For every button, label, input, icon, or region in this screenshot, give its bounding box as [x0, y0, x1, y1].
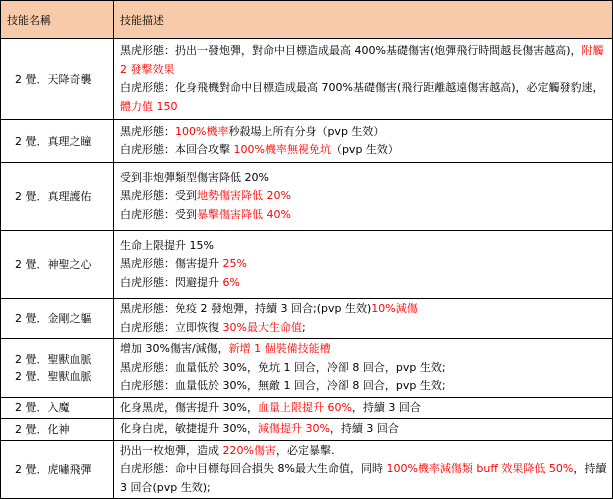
description-line	[120, 79, 608, 116]
description-text: ;	[301, 320, 306, 334]
highlighted-text: 體力值 150	[120, 99, 178, 113]
skill-name: 2 覺．化神	[15, 422, 70, 436]
description-line	[120, 255, 608, 274]
description-line	[120, 237, 608, 256]
description-text: 受到非炮彈類型傷害降低 20%	[120, 170, 269, 184]
description-line	[120, 169, 608, 188]
description-line	[120, 42, 608, 79]
highlighted-text: 100%機率	[175, 124, 229, 138]
description-text: ，持續 3 回合(pvp 生效);	[120, 462, 607, 494]
table-row	[1, 419, 613, 441]
highlighted-text: 血量上限提升 60%	[257, 400, 352, 414]
description-line	[120, 187, 608, 206]
description-text: 化身白虎，敏捷提升 30%，	[120, 422, 258, 435]
highlighted-text: 10%減傷	[371, 302, 418, 315]
skill-description-cell	[114, 299, 613, 339]
skill-name: 2 覺．聖獸血脈	[15, 369, 92, 383]
highlighted-text: 220%傷害	[222, 443, 276, 457]
description-text: ，持續 3 回合	[351, 400, 421, 414]
highlighted-text: 6%	[222, 275, 240, 289]
description-line	[120, 141, 608, 160]
skill-name: 2 覺．聖獸血脈	[15, 352, 92, 366]
skill-description-cell	[114, 231, 613, 299]
skill-name-cell	[1, 339, 114, 398]
description-line	[120, 123, 608, 142]
description-line	[120, 300, 608, 319]
skill-name: 2 覺．入魔	[15, 401, 70, 415]
skill-description-cell	[114, 440, 613, 499]
description-line	[120, 377, 608, 396]
header-skill-name: 技能名稱	[1, 1, 114, 39]
skill-name-cell	[1, 397, 114, 419]
description-line	[120, 442, 608, 461]
skill-name-cell	[1, 163, 114, 231]
description-text: 白虎形態：命中目標每回合損失 8%最大生命值，同時	[120, 462, 387, 475]
skill-name-cell	[1, 39, 114, 120]
highlighted-text: 25%	[222, 257, 247, 271]
table-row	[1, 440, 613, 499]
description-text: 扔出一枚炮彈，造成	[120, 443, 223, 457]
description-text: 增加 30%傷害/減傷，	[120, 342, 229, 355]
table-row	[1, 163, 613, 231]
highlighted-text: 地勢傷害降低 20%	[197, 189, 291, 203]
highlighted-text: 30%最大生命值	[222, 320, 302, 334]
description-text: ，必定暴擊.	[275, 443, 335, 457]
skill-name-cell	[1, 120, 114, 163]
highlighted-text: 100%機率無視免坑	[233, 143, 331, 156]
description-text: 白虎形態：閃避提升	[120, 275, 223, 289]
description-line	[120, 420, 608, 439]
skill-description-cell	[114, 339, 613, 398]
description-text: 生命上限提升 15%	[120, 238, 214, 252]
skill-name-cell	[1, 419, 114, 441]
description-line	[120, 359, 608, 378]
description-text: 白虎形態：化身飛機對命中目標造成最高 700%基礎傷害(飛行距離越遠傷害越高)，必定觸發豹速，	[120, 81, 604, 94]
description-line	[120, 399, 608, 418]
description-text: 白虎形態：本回合攻擊	[120, 143, 234, 156]
highlighted-text: 100%機率減傷類 buff 效果降低 50%	[386, 462, 574, 475]
description-line	[120, 319, 608, 338]
description-line	[120, 274, 608, 293]
description-text: 白虎形態：立即恢復	[120, 320, 223, 334]
table-row	[1, 120, 613, 163]
highlighted-text: 附觸 2 發擊效果	[120, 44, 604, 76]
skill-name: 2 覺．虎嘯飛彈	[15, 462, 92, 476]
description-text: 白虎形態：受到	[120, 207, 197, 221]
description-text: 黑虎形態：受到	[120, 189, 197, 203]
skill-name: 2 覺．金剛之軀	[15, 312, 92, 325]
description-text: 化身黑虎，傷害提升 30%，	[120, 400, 258, 414]
skill-name-cell	[1, 299, 114, 339]
skill-description-cell	[114, 397, 613, 419]
skill-description-cell	[114, 163, 613, 231]
description-text: 黑虎形態：傷害提升	[120, 257, 223, 271]
highlighted-text: 新增 1 個裝備技能槽	[228, 342, 331, 355]
header-row	[1, 1, 613, 39]
description-text: 白虎形態：血量低於 30%，無敵 1 回合，冷卻 8 回合，pvp 生效;	[120, 379, 446, 392]
header-skill-description: 技能描述	[114, 1, 613, 39]
table-row	[1, 231, 613, 299]
skill-name-cell	[1, 231, 114, 299]
skill-description-cell	[114, 419, 613, 441]
skill-name-cell	[1, 440, 114, 499]
description-line	[120, 340, 608, 359]
skill-description-cell	[114, 39, 613, 120]
table-row	[1, 339, 613, 398]
description-text: 黑虎形態：扔出一發炮彈，對命中目標造成最高 400%基礎傷害(炮彈飛行時間越長傷害越高)，	[120, 44, 582, 57]
skill-name: 2 覺．神聖之心	[15, 258, 92, 271]
skill-name: 2 覺．真理護佑	[15, 190, 92, 203]
description-text: 黑虎形態：血量低於 30%，免坑 1 回合，冷卻 8 回合，pvp 生效;	[120, 360, 446, 374]
skill-rows	[1, 39, 613, 499]
skill-name: 2 覺．真理之瞳	[15, 134, 92, 148]
description-line	[120, 206, 608, 225]
skill-name: 2 覺．天降奇襲	[15, 72, 92, 86]
highlighted-text: 暴擊傷害降低 40%	[197, 207, 291, 221]
table-row	[1, 397, 613, 419]
description-text: （pvp 生效）	[330, 143, 399, 156]
skill-description-cell	[114, 120, 613, 163]
description-text: 黑虎形態：	[120, 124, 175, 138]
table-row	[1, 299, 613, 339]
highlighted-text: 減傷提升 30%	[257, 422, 330, 435]
description-text: ，持續 3 回合	[329, 422, 399, 435]
description-text: 秒殺場上所有分身（pvp 生效）	[228, 124, 385, 138]
description-line	[120, 460, 608, 497]
table-row	[1, 39, 613, 120]
description-text: 黑虎形態：免疫 2 發炮彈，持續 3 回合;(pvp 生效)	[120, 302, 372, 315]
